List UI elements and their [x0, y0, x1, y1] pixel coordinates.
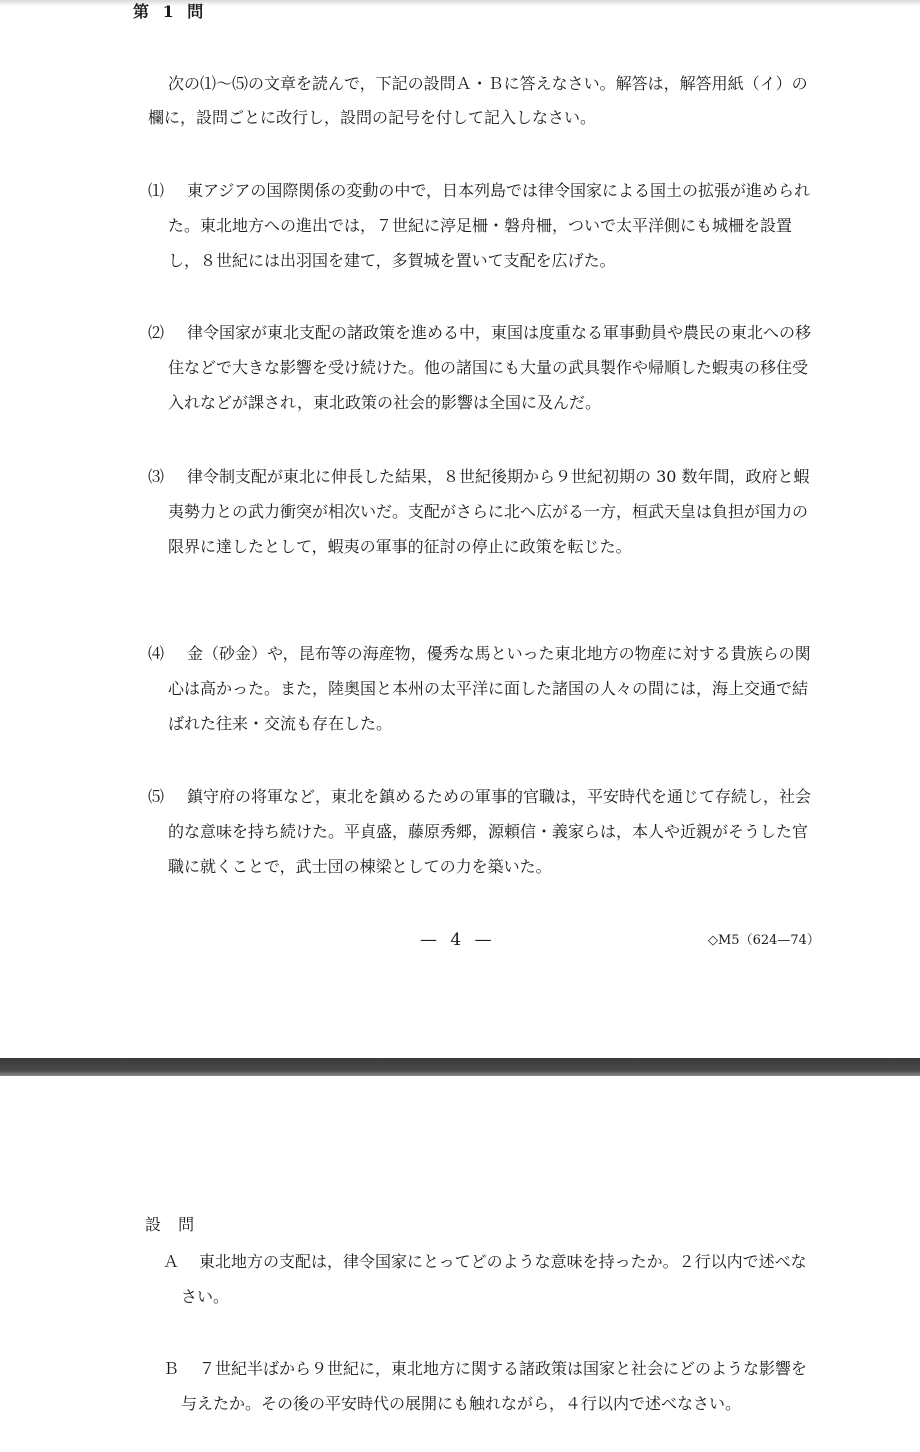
passage-text: 東アジアの国際関係の変動の中で，日本列島では律令国家による国土の拡張が進められた。東北地方への進出では，７世紀に渟足柵・磐舟柵，ついで太平洋側にも城柵を設置し，８世紀には出羽国を建て，多賀城を置いて支配を広げた。	[168, 181, 811, 270]
passage-number: ⑶	[148, 467, 165, 486]
questions-heading: 設 問	[145, 1215, 201, 1234]
exam-code: ◇M5（624—74）	[708, 933, 820, 948]
passage-item-2	[148, 315, 823, 420]
question-text: 東北地方の支配は，律令国家にとってどのような意味を持ったか。２行以内で述べなさい。	[181, 1252, 807, 1306]
passage-number: ⑷	[148, 644, 165, 663]
passage-text: 鎮守府の将軍など，東北を鎮めるための軍事的官職は，平安時代を通じて存続し，社会的な意味を持ち続けた。平貞盛，藤原秀郷，源頼信・義家らは，本人や近親がそうした官職に就くことで，武士団の棟梁としての力を築いた。	[168, 787, 812, 876]
passage-text: 律令制支配が東北に伸長した結果，８世紀後期から９世紀初期の 30 数年間，政府と蝦夷勢力との武力衝突が相次いだ。支配がさらに北へ広がる一方，桓武天皇は負担が国力の限界に達したとして，蝦夷の軍事的征討の停止に政策を転じた。	[168, 467, 810, 556]
passage-text: 金（砂金）や，昆布等の海産物，優秀な馬といった東北地方の物産に対する貴族らの関心は高かった。また，陸奥国と本州の太平洋に面した諸国の人々の間には，海上交通で結ばれた往来・交流も存在した。	[168, 644, 811, 733]
passage-item-1	[148, 173, 823, 278]
instructions-paragraph: 次の⑴〜⑸の文章を読んで，下記の設問Ａ・Ｂに答えなさい。解答は，解答用紙（イ）の欄に，設問ごとに改行し，設問の記号を付して記入しなさい。	[148, 74, 808, 127]
page-separator	[0, 1058, 920, 1076]
passage-number: ⑵	[148, 323, 165, 342]
passage-text: 律令国家が東北支配の諸政策を進める中，東国は度重なる軍事動員や農民の東北への移住などで大きな影響を受け続けた。他の諸国にも大量の武具製作や帰順した蝦夷の移住受入れなどが課され，東北政策の社会的影響は全国に及んだ。	[168, 323, 812, 412]
passage-item-5	[148, 779, 823, 884]
passage-number: ⑴	[148, 181, 165, 200]
problem-title: 第 1 問	[133, 2, 208, 21]
question-a	[163, 1244, 813, 1314]
passage-item-3	[148, 459, 823, 564]
question-text: ７世紀半ばから９世紀に，東北地方に関する諸政策は国家と社会にどのような影響を与えたか。その後の平安時代の展開にも触れながら，４行以内で述べなさい。	[181, 1359, 808, 1413]
page-number: — 4 —	[420, 930, 496, 950]
question-b	[163, 1351, 813, 1421]
passage-item-4	[148, 636, 823, 741]
question-label: Ｂ	[163, 1359, 180, 1378]
question-label: Ａ	[163, 1252, 180, 1271]
passage-number: ⑸	[148, 787, 165, 806]
